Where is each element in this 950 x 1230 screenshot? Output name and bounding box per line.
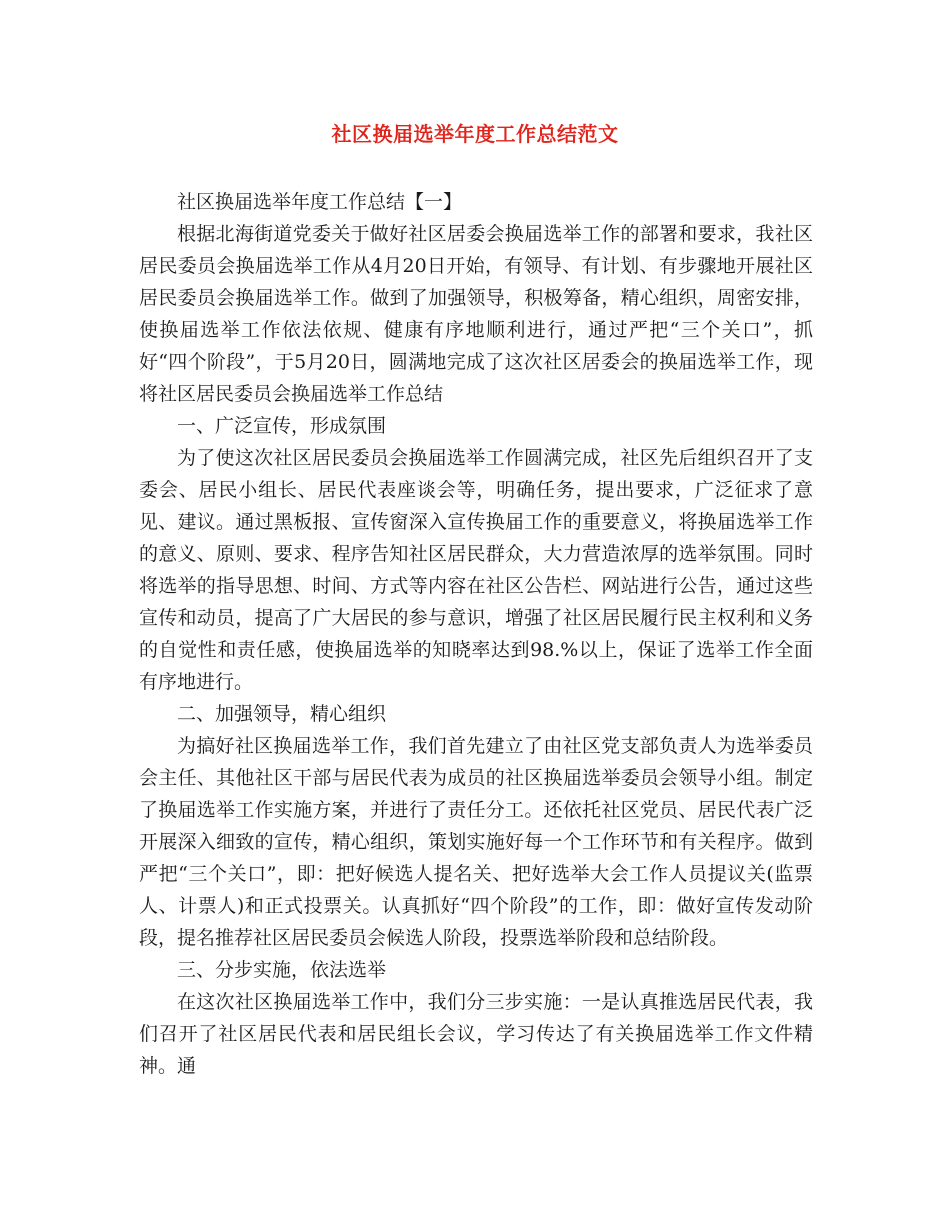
paragraph: 为搞好社区换届选举工作，我们首先建立了由社区党支部负责人为选举委员会主任、其他社区干部与居民代表为成员的社区换届选举委员会领导小组。制定了换届选举工作实施方案，并进行了责任分工。还依托社区党员、居民代表广泛开展深入细致的宣传，精心组织，策划实施好每一个工作环节和有关程序。做到严把“三个关口”，即：把好候选人提名关、把好选举大会工作人员提议关(监票人、计票人)和正式投票关。认真抓好“四个阶段”的工作，即：做好宣传发动阶段，提名推荐社区居民委员会候选人阶段，投票选举阶段和总结阶段。 bbox=[139, 735, 813, 949]
document-title: 社区换届选举年度工作总结范文 bbox=[331, 122, 619, 146]
paragraph: 在这次社区换届选举工作中，我们分三步实施：一是认真推选居民代表，我们召开了社区居民代表和居民组长会议，学习传达了有关换届选举工作文件精神。通 bbox=[139, 991, 813, 1077]
section-heading: 三、分步实施，依法选举 bbox=[177, 959, 387, 981]
paragraph: 根据北海街道党委关于做好社区居委会换届选举工作的部署和要求，我社区居民委员会换届选举工作从4月20日开始，有领导、有计划、有步骤地开展社区居民委员会换届选举工作。做到了加强领导，积极筹备，精心组织，周密安排，使换届选举工作依法依规、健康有序地顺利进行，通过严把“三个关口”，抓好“四个阶段”，于5月20日，圆满地完成了这次社区居委会的换届选举工作，现将社区居民委员会换届选举工作总结 bbox=[139, 223, 813, 405]
document-body bbox=[139, 186, 813, 1082]
section-heading: 社区换届选举年度工作总结【一】 bbox=[177, 191, 463, 213]
paragraph: 为了使这次社区居民委员会换届选举工作圆满完成，社区先后组织召开了支委会、居民小组长、居民代表座谈会等，明确任务，提出要求，广泛征求了意见、建议。通过黑板报、宣传窗深入宣传换届工作的重要意义，将换届选举工作的意义、原则、要求、程序告知社区居民群众，大力营造浓厚的选举氛围。同时将选举的指导思想、时间、方式等内容在社区公告栏、网站进行公告，通过这些宣传和动员，提高了广大居民的参与意识，增强了社区居民履行民主权利和义务的自觉性和责任感，使换届选举的知晓率达到98.%以上，保证了选举工作全面有序地进行。 bbox=[139, 447, 813, 693]
section-heading: 一、广泛宣传，形成氛围 bbox=[177, 415, 387, 437]
section-heading: 二、加强领导，精心组织 bbox=[177, 703, 387, 725]
